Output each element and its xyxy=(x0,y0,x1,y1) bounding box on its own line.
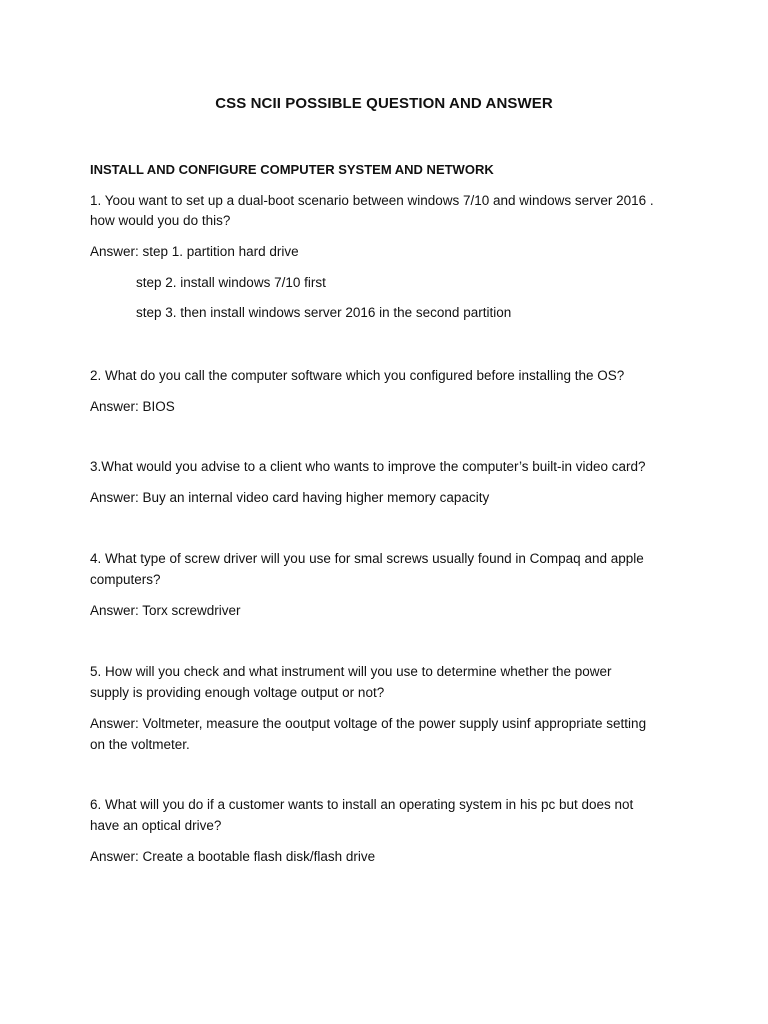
answer-3-line-1: Answer: Buy an internal video card having higher memory capacity xyxy=(90,490,490,505)
answer-1-step-3: step 3. then install windows server 2016 in the second partition xyxy=(136,305,512,320)
section-heading: INSTALL AND CONFIGURE COMPUTER SYSTEM AND NETWORK xyxy=(90,162,494,177)
question-1-line-2: how would you do this? xyxy=(90,213,231,228)
question-5-line-1: 5. How will you check and what instrument will you use to determine whether the power xyxy=(90,664,612,679)
answer-5-line-2: on the voltmeter. xyxy=(90,737,190,752)
question-4-line-2: computers? xyxy=(90,572,161,587)
question-6-line-1: 6. What will you do if a customer wants to install an operating system in his pc but does not xyxy=(90,797,634,812)
answer-4-line-1: Answer: Torx screwdriver xyxy=(90,603,241,618)
document-title: CSS NCII POSSIBLE QUESTION AND ANSWER xyxy=(215,95,553,112)
answer-5-line-1: Answer: Voltmeter, measure the ooutput voltage of the power supply usinf appropriate setting xyxy=(90,716,647,731)
answer-1-step-2: step 2. install windows 7/10 first xyxy=(136,275,326,290)
answer-1-line-1: Answer: step 1. partition hard drive xyxy=(90,244,299,259)
question-5-line-2: supply is providing enough voltage output or not? xyxy=(90,685,385,700)
question-1-line-1: 1. Yoou want to set up a dual-boot scenario between windows 7/10 and windows server 2016 . xyxy=(90,193,654,208)
question-3-line-1: 3.What would you advise to a client who wants to improve the computer’s built-in video card? xyxy=(90,459,646,474)
answer-6-line-1: Answer: Create a bootable flash disk/flash drive xyxy=(90,849,376,864)
question-6-line-2: have an optical drive? xyxy=(90,818,222,833)
question-4-line-1: 4. What type of screw driver will you use for smal screws usually found in Compaq and apple xyxy=(90,551,644,566)
question-2-line-1: 2. What do you call the computer software which you configured before installing the OS? xyxy=(90,368,625,383)
answer-2-line-1: Answer: BIOS xyxy=(90,399,175,414)
